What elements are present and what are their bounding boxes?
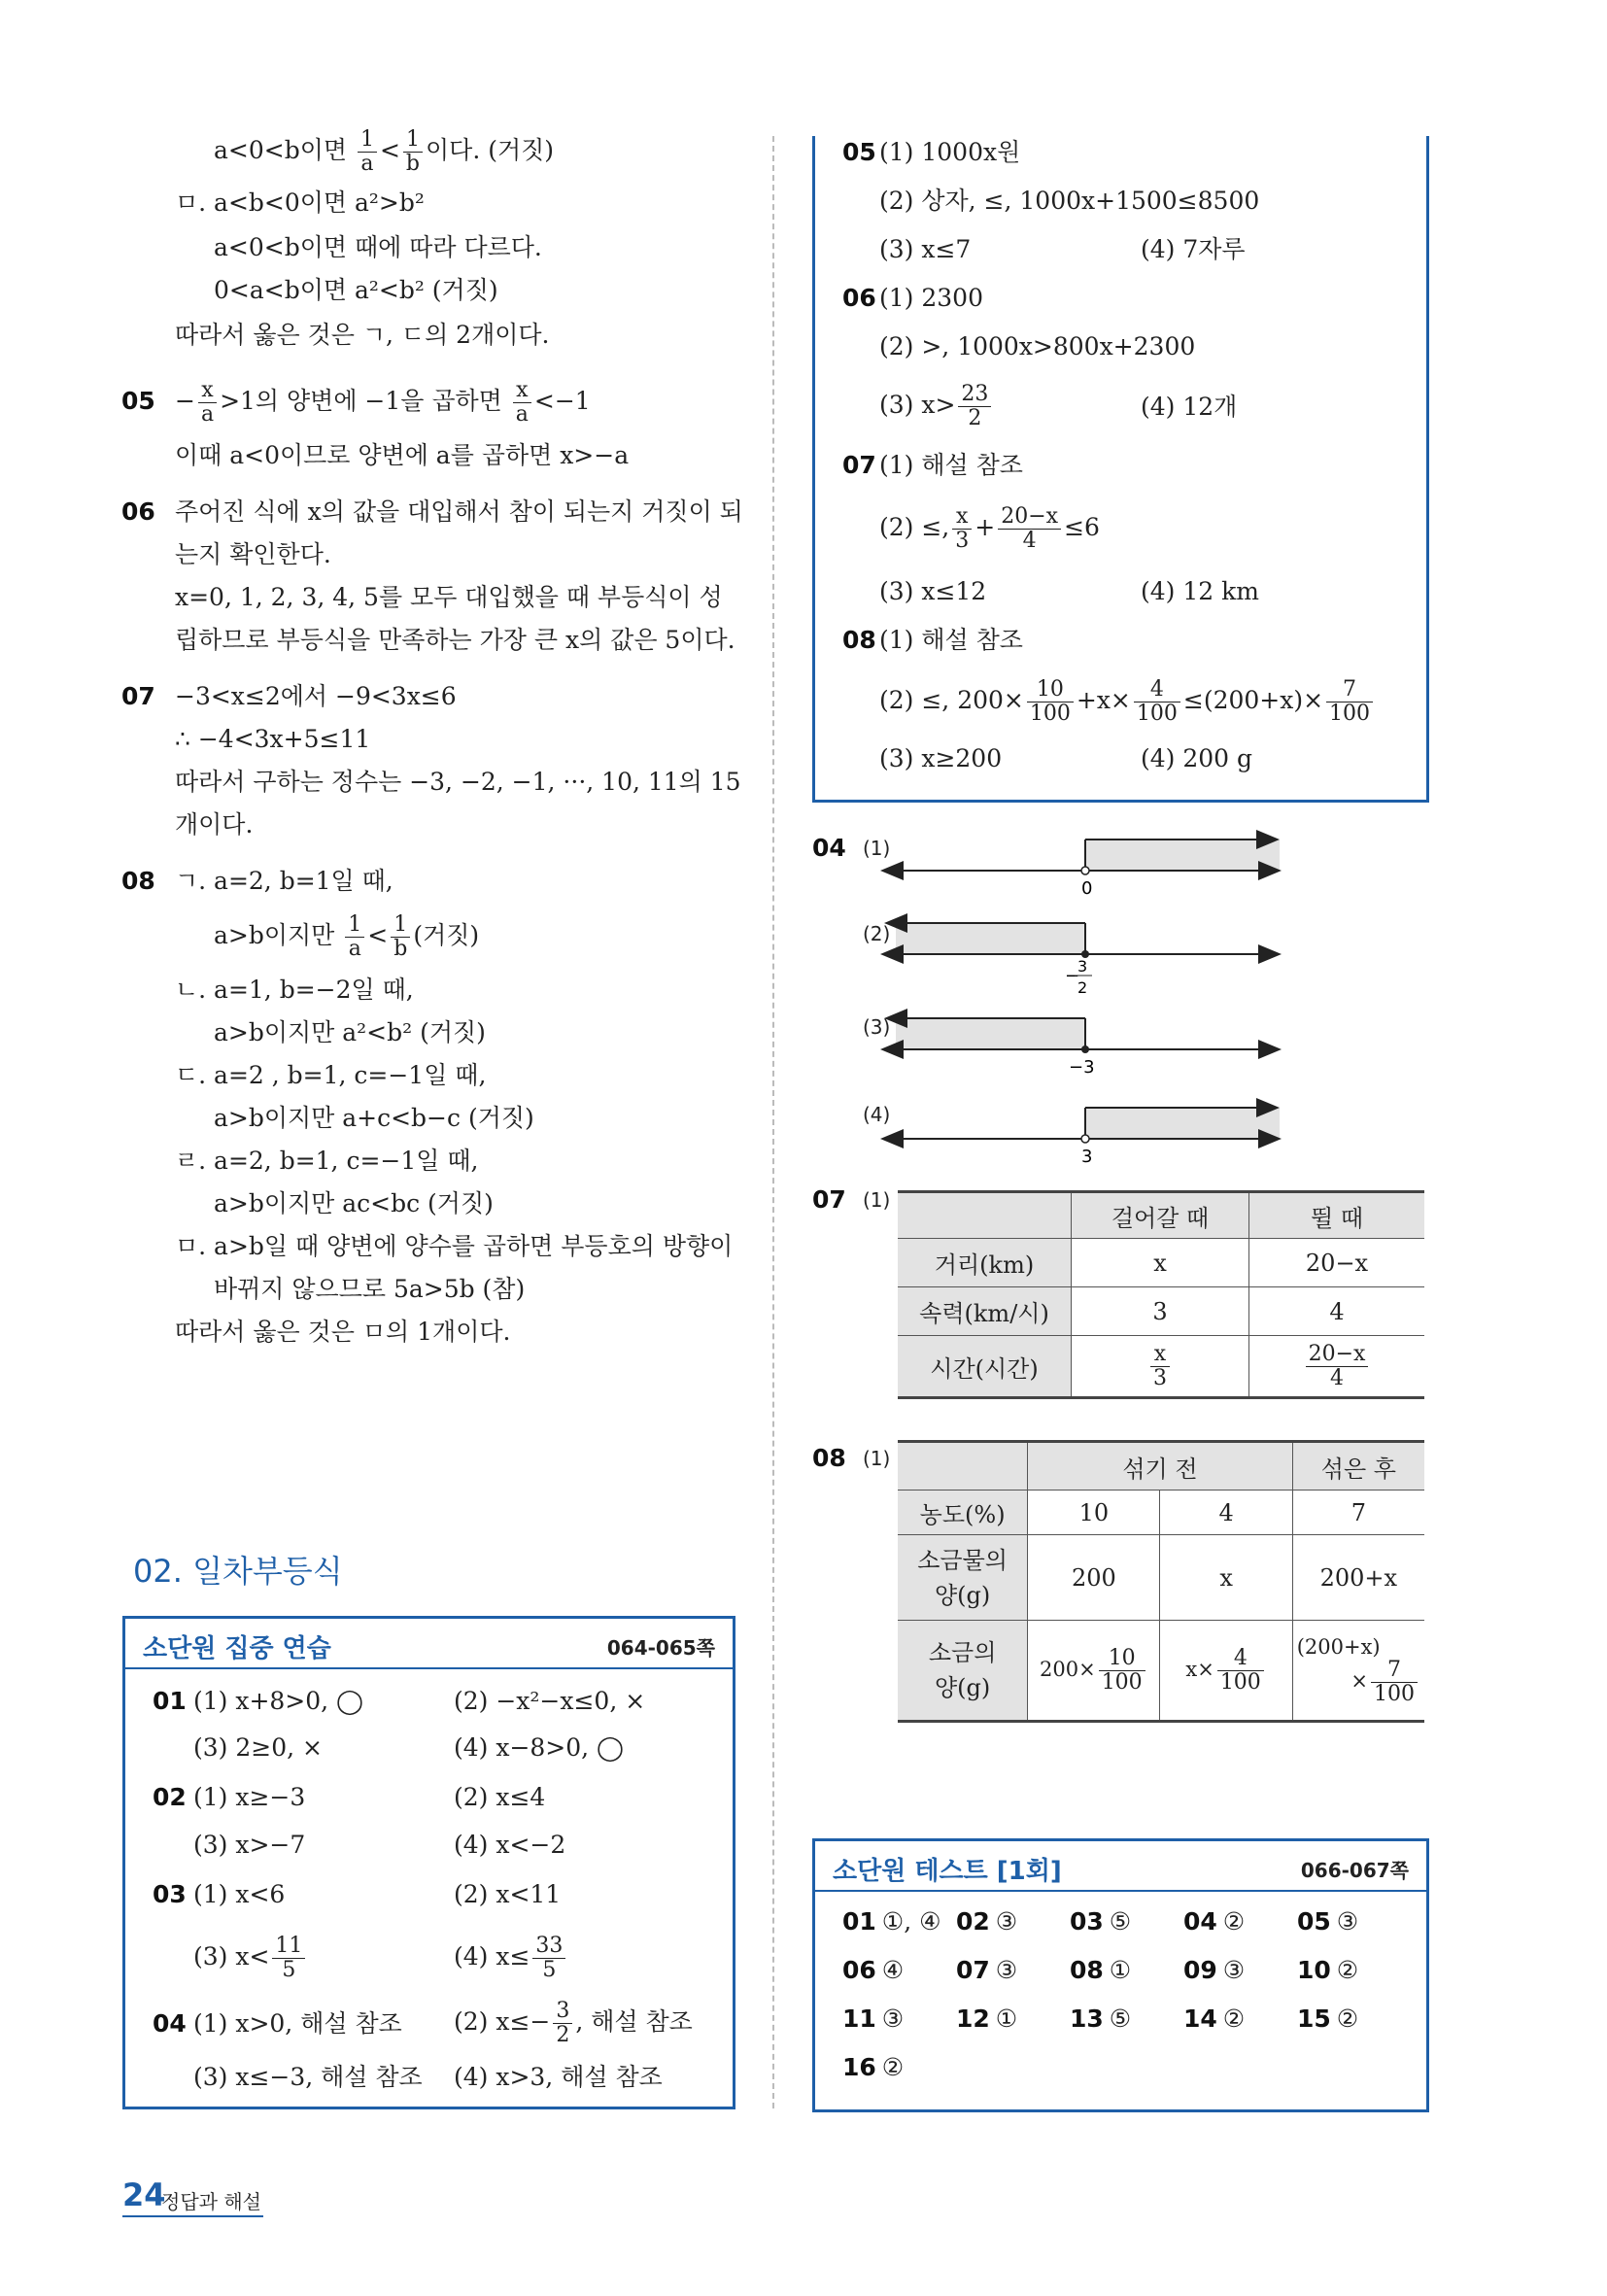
part-label: (3) [863, 1015, 891, 1039]
text-line: a>b이지만 a+c<b−c (거짓) [214, 1104, 534, 1132]
part-label: (1) [863, 837, 891, 860]
box-page-range: 066-067쪽 [1300, 1859, 1409, 1882]
answer-choice: ③ [995, 1907, 1018, 1936]
column-divider [772, 136, 774, 2108]
answer-number: 13 [1070, 2005, 1104, 2033]
answer-text: (2) x<11 [454, 1880, 562, 1908]
answer-text: (2) ≤, $\frac{x}{3}$ + $\frac{20-x}{4}$ ≤6 [879, 504, 1100, 553]
table-cell: 200+x [1292, 1535, 1424, 1621]
answer-choice: ③ [995, 1956, 1018, 1984]
answer-item [842, 1905, 941, 1938]
number-line-1 [884, 840, 1280, 899]
answer-item [956, 1905, 1017, 1938]
table-cell: $\frac{20-x}{4}$ [1249, 1336, 1425, 1398]
distance-speed-table [898, 1190, 1424, 1399]
part-label: (4) [863, 1103, 891, 1126]
answer-text: (2) >, 1000x>800x+2300 [879, 332, 1196, 360]
part-label: (1) [863, 1188, 891, 1212]
answer-choice: ② [1336, 2005, 1359, 2033]
answer-text: (3) x≤12 [879, 577, 987, 605]
text-line: a>b이지만 $\frac{1}{a}$ < $\frac{1}{b}$ (거짓) [214, 912, 480, 961]
text-line: ㅁ. a<b<0이면 a²>b² [175, 188, 425, 217]
answer-number: 01 [153, 1687, 187, 1715]
answer-text: (1) 해설 참조 [879, 626, 1023, 654]
answer-item [842, 2051, 904, 2084]
question-number: 08 [121, 867, 155, 895]
text-line: x=0, 1, 2, 3, 4, 5를 모두 대입했을 때 부등식이 성 [175, 583, 723, 611]
text-line: ㄷ. a=2 , b=1, c=−1일 때, [175, 1061, 487, 1089]
test-answer-box [812, 1838, 1429, 2112]
table-cell: 7 [1292, 1491, 1424, 1535]
footer-rule [122, 2215, 263, 2217]
text-line: ㄹ. a=2, b=1, c=−1일 때, [175, 1147, 479, 1175]
answer-number: 10 [1297, 1956, 1331, 1984]
answer-number: 07 [842, 451, 876, 479]
answer-choice: ② [1222, 1907, 1246, 1936]
answer-text: (2) ≤, 200× $\frac{10}{100}$ +x× $\frac{4}{100}$ ≤(200+x)× $\frac{7}{100}$ [879, 678, 1376, 726]
answer-text: (1) x+8>0, ◯ [193, 1687, 364, 1715]
answer-number: 05 [1297, 1907, 1331, 1936]
number-line-label-numerator: 3 [1077, 957, 1088, 976]
salt-concentration-table [898, 1440, 1424, 1723]
table-cell: 20−x [1249, 1239, 1425, 1287]
answer-item [1183, 2003, 1245, 2036]
answer-number: 01 [842, 1907, 876, 1936]
question-number: 05 [121, 387, 155, 415]
answer-item [842, 1954, 904, 1987]
answer-number: 08 [842, 626, 876, 654]
answer-number: 03 [153, 1880, 187, 1908]
answer-item [842, 2003, 904, 2036]
box-page-range: 064-065쪽 [606, 1636, 715, 1660]
box-title: 소단원 테스트 [1회] [833, 1857, 1062, 1886]
table-header: 섞은 후 [1292, 1442, 1424, 1491]
answer-text: (2) x≤− $\frac{3}{2}$ , 해설 참조 [454, 1999, 693, 2047]
row-header: 소금물의 양(g) [898, 1535, 1028, 1621]
text-line: a>b이지만 a²<b² (거짓) [214, 1018, 486, 1046]
text-line: 립하므로 부등식을 만족하는 가장 큰 x의 값은 5이다. [175, 626, 735, 654]
row-header: 시간(시간) [898, 1336, 1072, 1398]
answer-text: (4) x≤ $\frac{33}{5}$ [454, 1935, 568, 1982]
table-header: 걸어갈 때 [1072, 1192, 1249, 1239]
number-lines [874, 826, 1302, 1176]
answer-text: (4) x<−2 [454, 1831, 566, 1859]
question-number: 08 [812, 1444, 846, 1472]
answer-number: 04 [153, 2009, 187, 2038]
part-label: (1) [863, 1447, 891, 1470]
answer-choice: ③ [881, 2005, 905, 2033]
answer-text: (2) 상자, ≤, 1000x+1500≤8500 [879, 187, 1260, 215]
answer-number: 07 [956, 1956, 990, 1984]
box-header [125, 1619, 733, 1669]
answer-choice: ① [995, 2005, 1018, 2033]
table-header: 섞기 전 [1028, 1442, 1293, 1491]
answer-text: (4) x−8>0, ◯ [454, 1733, 625, 1762]
text-line: 주어진 식에 x의 값을 대입해서 참이 되는지 거짓이 되 [175, 497, 743, 526]
text-line: ∴ −4<3x+5≤11 [175, 725, 371, 753]
answer-number: 06 [842, 284, 876, 312]
answer-text: (1) x<6 [193, 1880, 286, 1908]
answer-choice: ② [881, 2053, 905, 2081]
answer-number: 14 [1183, 2005, 1217, 2033]
row-header: 속력(km/시) [898, 1287, 1072, 1336]
answer-choice: ② [1336, 1956, 1359, 1984]
answer-item [1070, 2003, 1131, 2036]
table-cell: (200+x) × $\frac{7}{100}$ [1292, 1621, 1424, 1722]
answer-choice: ①, ④ [881, 1907, 941, 1936]
number-line-label: 0 [1081, 878, 1093, 899]
text-line: 0<a<b이면 a²<b² (거짓) [214, 276, 498, 304]
question-number: 04 [812, 834, 846, 862]
answer-text: (3) x>−7 [193, 1831, 306, 1859]
answer-choice: ③ [1336, 1907, 1359, 1936]
footer-label: 정답과 해설 [161, 2190, 261, 2213]
answer-text: (3) 2≥0, × [193, 1733, 323, 1762]
answer-item [1183, 1954, 1245, 1987]
question-number: 07 [121, 682, 155, 710]
answer-text: (1) x≥−3 [193, 1783, 306, 1811]
answer-number: 08 [1070, 1956, 1104, 1984]
text-line: ㄱ. a=2, b=1일 때, [175, 867, 393, 895]
answer-text: (4) 12 km [1141, 577, 1259, 605]
answer-text: (2) −x²−x≤0, × [454, 1687, 646, 1715]
table-cell: 200 [1028, 1535, 1160, 1621]
answer-item [1070, 1954, 1131, 1987]
table-cell: 10 [1028, 1491, 1160, 1535]
table-cell: 4 [1249, 1287, 1425, 1336]
page-number: 24 [122, 2176, 166, 2213]
answer-number: 12 [956, 2005, 990, 2033]
answer-number: 02 [956, 1907, 990, 1936]
number-line-4 [884, 1108, 1280, 1167]
answer-text: (2) x≤4 [454, 1783, 546, 1811]
text-line: 따라서 옳은 것은 ㅁ의 1개이다. [175, 1318, 511, 1346]
question-number: 06 [121, 497, 155, 526]
question-number: 07 [812, 1185, 846, 1214]
answer-number: 03 [1070, 1907, 1104, 1936]
answer-text: (1) 1000x원 [879, 138, 1021, 166]
section-title: 02. 일차부등식 [133, 1553, 343, 1590]
table-cell: 3 [1072, 1287, 1249, 1336]
answer-text: (4) 7자루 [1141, 235, 1246, 263]
text-line: a<0<b이면 때에 따라 다르다. [214, 233, 542, 261]
answer-number: 06 [842, 1956, 876, 1984]
table-header: 뛸 때 [1249, 1192, 1425, 1239]
text-line: 이때 a<0이므로 양변에 a를 곱하면 x>−a [175, 441, 630, 469]
text-line: ㄴ. a=1, b=−2일 때, [175, 976, 414, 1004]
answer-item [1183, 1905, 1245, 1938]
table-cell: 200× $\frac{10}{100}$ [1028, 1621, 1160, 1722]
answer-item [956, 2003, 1017, 2036]
text-line: 개이다. [175, 810, 254, 839]
number-line-label: − [1065, 966, 1080, 986]
answer-text: (1) x>0, 해설 참조 [193, 2009, 402, 2038]
answer-text: (4) 200 g [1141, 744, 1253, 772]
text-line: − $\frac{x}{a}$ >1의 양변에 −1을 곱하면 $\frac{x}{a}$ <−1 [175, 378, 591, 427]
answer-item [1297, 1905, 1358, 1938]
row-header: 소금의 양(g) [898, 1621, 1028, 1722]
answer-number: 09 [1183, 1956, 1217, 1984]
answer-text: (4) x>3, 해설 참조 [454, 2063, 663, 2091]
answer-text: (1) 2300 [879, 284, 983, 312]
number-line-label: 3 [1081, 1147, 1093, 1167]
answer-number: 02 [153, 1783, 187, 1811]
row-header: 농도(%) [898, 1491, 1028, 1535]
text-line: a<0<b이면 $\frac{1}{a}$ < $\frac{1}{b}$ 이다. (거짓) [214, 127, 555, 176]
part-label: (2) [863, 922, 891, 945]
box-header [815, 1841, 1426, 1892]
answer-item [1070, 1905, 1131, 1938]
answer-choice: ⑤ [1109, 2005, 1132, 2033]
answer-choice: ③ [1222, 1956, 1246, 1984]
answer-text: (3) x> $\frac{23}{2}$ [879, 383, 994, 430]
text-line: −3<x≤2에서 −9<3x≤6 [175, 682, 457, 710]
box-title: 소단원 집중 연습 [143, 1634, 331, 1663]
table-cell: 4 [1160, 1491, 1292, 1535]
answer-text: (3) x< $\frac{11}{5}$ [193, 1935, 308, 1982]
text-line: 따라서 구하는 정수는 −3, −2, −1, ···, 10, 11의 15 [175, 768, 741, 796]
number-line-3 [884, 1018, 1278, 1078]
answer-item [956, 1954, 1017, 1987]
text-line: 바뀌지 않으므로 5a>5b (참) [214, 1275, 526, 1303]
answer-text: (4) 12개 [1141, 393, 1238, 421]
answer-choice: ② [1222, 2005, 1246, 2033]
answer-item [1297, 1954, 1358, 1987]
answer-number: 16 [842, 2053, 876, 2081]
practice-answer-box [122, 1616, 735, 2109]
answer-item [1297, 2003, 1358, 2036]
answer-text: (3) x≤−3, 해설 참조 [193, 2063, 423, 2091]
text-line: 는지 확인한다. [175, 540, 331, 568]
answer-number: 15 [1297, 2005, 1331, 2033]
table-cell: x× $\frac{4}{100}$ [1160, 1621, 1292, 1722]
answer-number: 11 [842, 2005, 876, 2033]
text-line: 따라서 옳은 것은 ㄱ, ㄷ의 2개이다. [175, 321, 550, 349]
answer-number: 05 [842, 138, 876, 166]
table-cell: x [1160, 1535, 1292, 1621]
text-line: ㅁ. a>b일 때 양변에 양수를 곱하면 부등호의 방향이 [175, 1232, 734, 1260]
answer-text: (1) 해설 참조 [879, 451, 1023, 479]
answer-choice: ⑤ [1109, 1907, 1132, 1936]
text-line: a>b이지만 ac<bc (거짓) [214, 1189, 494, 1217]
row-header: 거리(km) [898, 1239, 1072, 1287]
number-line-label-denominator: 2 [1077, 978, 1088, 997]
answer-text: (3) x≥200 [879, 744, 1003, 772]
answer-choice: ④ [881, 1956, 905, 1984]
number-line-2 [884, 923, 1278, 997]
answer-number: 04 [1183, 1907, 1217, 1936]
table-cell: $\frac{x}{3}$ [1072, 1336, 1249, 1398]
table-cell: x [1072, 1239, 1249, 1287]
answer-text: (3) x≤7 [879, 235, 972, 263]
number-line-label: −3 [1069, 1057, 1095, 1078]
answer-choice: ① [1109, 1956, 1132, 1984]
practice-answer-box-continued [812, 136, 1429, 803]
